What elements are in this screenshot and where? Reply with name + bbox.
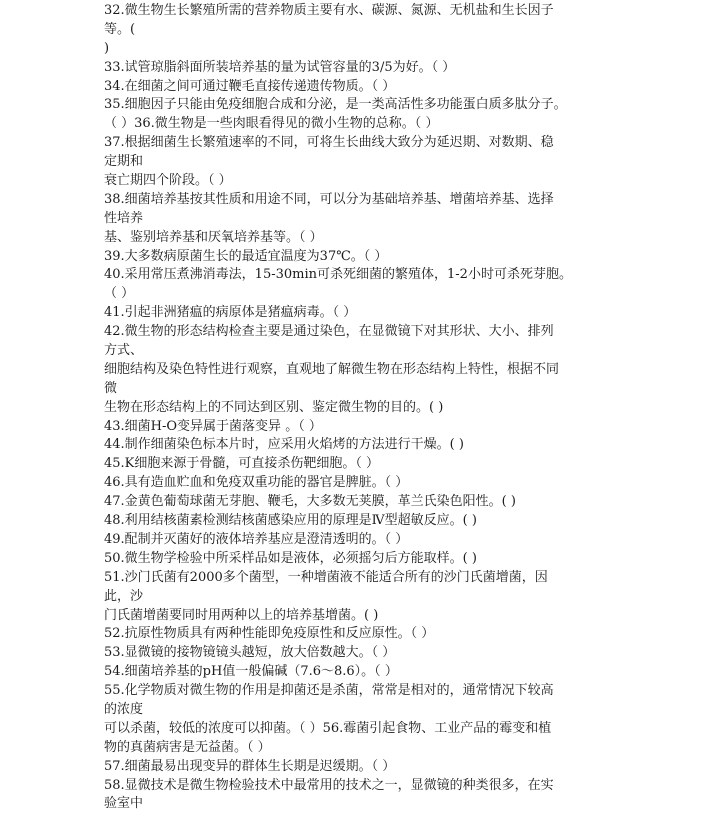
- text-line: 41.引起非洲猪瘟的病原体是猪瘟病毒。（ ）: [104, 305, 357, 321]
- text-line: 33.试管琼脂斜面所装培养基的量为试管容量的3/5为好。（ ）: [104, 59, 456, 75]
- text-line: 45.K细胞来源于骨髓，可直接杀伤靶细胞。（ ）: [104, 456, 380, 472]
- text-line: 此，沙: [104, 588, 144, 604]
- text-line: 生物在形态结构上的不同达到区别、鉴定微生物的目的。( ): [104, 399, 444, 415]
- text-line: 50.微生物学检验中所采样品如是液体，必须摇匀后方能取样。( ): [104, 550, 477, 566]
- text-line: 物的真菌病害是无益菌。（ ）: [104, 739, 271, 755]
- text-line: 验室中: [104, 796, 144, 812]
- text-line: 衰亡期四个阶段。（ ）: [104, 173, 232, 189]
- text-line: 57.细菌最易出现变异的群体生长期是迟缓期。（ ）: [104, 758, 396, 774]
- text-line: （ ）36.微生物是一些肉眼看得见的微小生物的总称。（ ）: [104, 116, 439, 132]
- text-line: 37.根据细菌生长繁殖速率的不同，可将生长曲线大致分为延迟期、对数期、稳: [104, 135, 554, 151]
- text-line: 方式、: [104, 343, 144, 359]
- text-line: 58.显微技术是微生物检验技术中最常用的技术之一，显微镜的种类很多，在实: [104, 777, 554, 793]
- text-line: （ ）: [104, 286, 135, 302]
- text-line: 44.制作细菌染色标本片时，应采用火焰烤的方法进行干燥。( ): [104, 437, 464, 453]
- text-line: 细胞结构及染色特性进行观察，直观地了解微生物在形态结构上特性，根据不同: [104, 361, 560, 377]
- text-line: 定期和: [104, 154, 144, 170]
- text-line: 49.配制并灭菌好的液体培养基应是澄清透明的。（ ）: [104, 531, 409, 547]
- text-line: 55.化学物质对微生物的作用是抑菌还是杀菌，常常是相对的，通常情况下较高: [104, 683, 554, 699]
- text-line: 40.采用常压煮沸消毒法，15-30min可杀死细菌的繁殖体，1-2小时可杀死芽胞。: [104, 267, 572, 283]
- text-line: 的浓度: [104, 701, 144, 717]
- text-line: 34.在细菌之间可通过鞭毛直接传递遗传物质。（ ）: [104, 78, 396, 94]
- text-line: 性培养: [104, 210, 144, 226]
- text-line: 48.利用结核菌素检测结核菌感染应用的原理是Ⅳ型超敏反应。( ): [104, 513, 477, 529]
- text-line: 42.微生物的形态结构检查主要是通过染色，在显微镜下对其形状、大小、排列: [104, 324, 554, 340]
- text-line: 35.细胞因子只能由免疫细胞合成和分泌，是一类高活性多功能蛋白质多肽分子。: [104, 97, 567, 113]
- text-line: 54.细菌培养基的pH值一般偏碱（7.6～8.6）。（ ）: [104, 664, 398, 680]
- text-line: 32.微生物生长繁殖所需的营养物质主要有水、碳源、氮源、无机盐和生长因子: [104, 3, 554, 18]
- text-line: 43.细菌H-O变异属于菌落变异 。（ ）: [104, 418, 322, 434]
- text-line: 51.沙门氏菌有2000多个菌型，一种增菌液不能适合所有的沙门氏菌增菌，因: [104, 569, 548, 585]
- text-line: 47.金黄色葡萄球菌无芽胞、鞭毛，大多数无荚膜，革兰氏染色阳性。( ): [104, 494, 516, 510]
- text-line: 可以杀菌，较低的浓度可以抑菌。（ ）56.霉菌引起食物、工业产品的霉变和植: [104, 720, 552, 736]
- text-line: 等。(: [104, 21, 136, 37]
- text-line: 门氏菌增菌要同时用两种以上的培养基增菌。( ): [104, 607, 379, 623]
- text-line: 53.显微镜的接物镜镜头越短，放大倍数越大。（ ）: [104, 645, 396, 661]
- text-line: 52.抗原性物质具有两种性能即免疫原性和反应原性。（ ）: [104, 626, 435, 642]
- text-line: 微: [104, 380, 118, 396]
- text-line: 39.大多数病原菌生长的最适宜温度为37℃。（ ）: [104, 248, 388, 264]
- text-line: 基、鉴别培养基和厌氧培养基等。（ ）: [104, 229, 323, 245]
- text-line: 38.细菌培养基按其性质和用途不同，可以分为基础培养基、增菌培养基、选择: [104, 191, 554, 207]
- text-line: ): [104, 40, 110, 56]
- text-line: 46.具有造血贮血和免疫双重功能的器官是脾脏。（ ）: [104, 475, 409, 491]
